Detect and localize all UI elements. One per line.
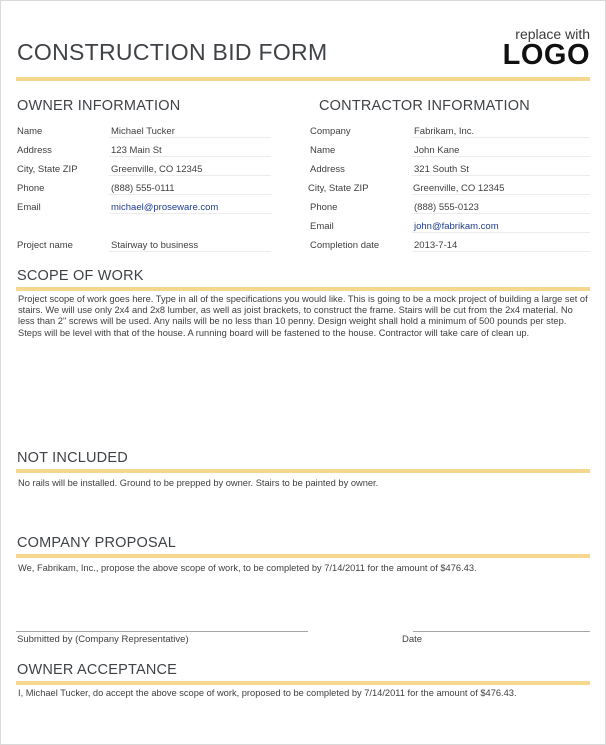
owner-phone-value[interactable]: (888) 555-0111 [111, 183, 175, 194]
completion-date-value[interactable]: 2013-7-14 [414, 240, 458, 251]
contractor-company-value[interactable]: Fabrikam, Inc. [414, 126, 475, 137]
owner-name-underline [109, 137, 271, 138]
contractor-company-underline [412, 137, 590, 138]
contractor-email-label: Email [310, 221, 334, 232]
not-included-heading: NOT INCLUDED [17, 450, 128, 466]
logo-caption: replace with [515, 26, 590, 42]
owner-name-value[interactable]: Michael Tucker [111, 126, 175, 137]
proposal-heading: COMPANY PROPOSAL [17, 535, 176, 551]
owner-name-label: Name [17, 126, 43, 137]
contractor-name-label: Name [310, 145, 336, 156]
owner-email-value[interactable]: michael@proseware.com [111, 202, 219, 213]
not-included-text[interactable]: No rails will be installed. Ground to be prepped by owner. Stairs to be painted by owner. [18, 478, 379, 488]
owner-address-underline [109, 156, 271, 157]
not-included-rule [16, 469, 590, 473]
completion-date-label: Completion date [310, 240, 380, 251]
acceptance-heading: OWNER ACCEPTANCE [17, 662, 178, 678]
owner-city-label: City, State ZIP [17, 164, 78, 175]
contractor-email-value[interactable]: john@fabrikam.com [414, 221, 499, 232]
submitted-by-label: Submitted by (Company Representative) [17, 634, 189, 645]
contractor-email-underline [412, 232, 590, 233]
contractor-city-label: City, State ZIP [308, 183, 369, 194]
acceptance-text[interactable]: I, Michael Tucker, do accept the above scope of work, proposed to be completed by 7/14/2011 for the amount of $476.43. [18, 688, 517, 698]
owner-city-underline [109, 175, 271, 176]
page-title: CONSTRUCTION BID FORM [17, 39, 328, 65]
logo-placeholder[interactable] [503, 27, 590, 69]
project-name-underline [109, 251, 271, 252]
owner-address-label: Address [17, 145, 52, 156]
representative-signature-line[interactable] [16, 631, 308, 632]
contractor-heading: CONTRACTOR INFORMATION [319, 98, 530, 114]
scope-heading: SCOPE OF WORK [17, 268, 144, 284]
proposal-text[interactable]: We, Fabrikam, Inc., propose the above scope of work, to be completed by 7/14/2011 for the amount of $476.43. [18, 563, 477, 573]
owner-email-underline [109, 213, 271, 214]
contractor-name-value[interactable]: John Kane [414, 145, 460, 156]
owner-heading: OWNER INFORMATION [17, 98, 181, 114]
contractor-phone-underline [412, 213, 590, 214]
date-signature-line[interactable] [413, 631, 590, 632]
contractor-address-label: Address [310, 164, 345, 175]
owner-phone-label: Phone [17, 183, 45, 194]
contractor-city-value[interactable]: Greenville, CO 12345 [413, 183, 505, 194]
contractor-name-underline [412, 156, 590, 157]
contractor-address-underline [412, 175, 590, 176]
contractor-phone-value[interactable]: (888) 555-0123 [414, 202, 479, 213]
acceptance-rule [16, 681, 590, 685]
scope-text[interactable]: Project scope of work goes here. Type in all of the specifications you would like. This is going to be a mock project of building a large set of stairs. We will use only 2x4 and 2x8 lumber, as well as joist brackets, to construct the frame. Stairs will be cut from the 2x4 material. No less than 2" screws will be used. Any nails will be no less than 10 penny. Design weight shall hold a minimum of 500 pounds per step. Steps will be level with that of the house. A running board will be fastened to the house. Contractor will take care of clean up. [18, 294, 588, 338]
contractor-company-label: Company [310, 126, 351, 137]
date-label: Date [402, 634, 423, 645]
logo-text: LOGO [502, 39, 590, 71]
scope-rule [16, 287, 590, 291]
proposal-rule [16, 554, 590, 558]
project-name-value[interactable]: Stairway to business [111, 240, 199, 251]
owner-email-label: Email [17, 202, 41, 213]
contractor-city-underline [412, 194, 590, 195]
owner-phone-underline [109, 194, 271, 195]
owner-city-value[interactable]: Greenville, CO 12345 [111, 164, 203, 175]
contractor-phone-label: Phone [310, 202, 338, 213]
completion-date-underline [412, 251, 590, 252]
project-name-label: Project name [17, 240, 73, 251]
title-rule [16, 77, 590, 81]
owner-address-value[interactable]: 123 Main St [111, 145, 162, 156]
contractor-address-value[interactable]: 321 South St [414, 164, 469, 175]
